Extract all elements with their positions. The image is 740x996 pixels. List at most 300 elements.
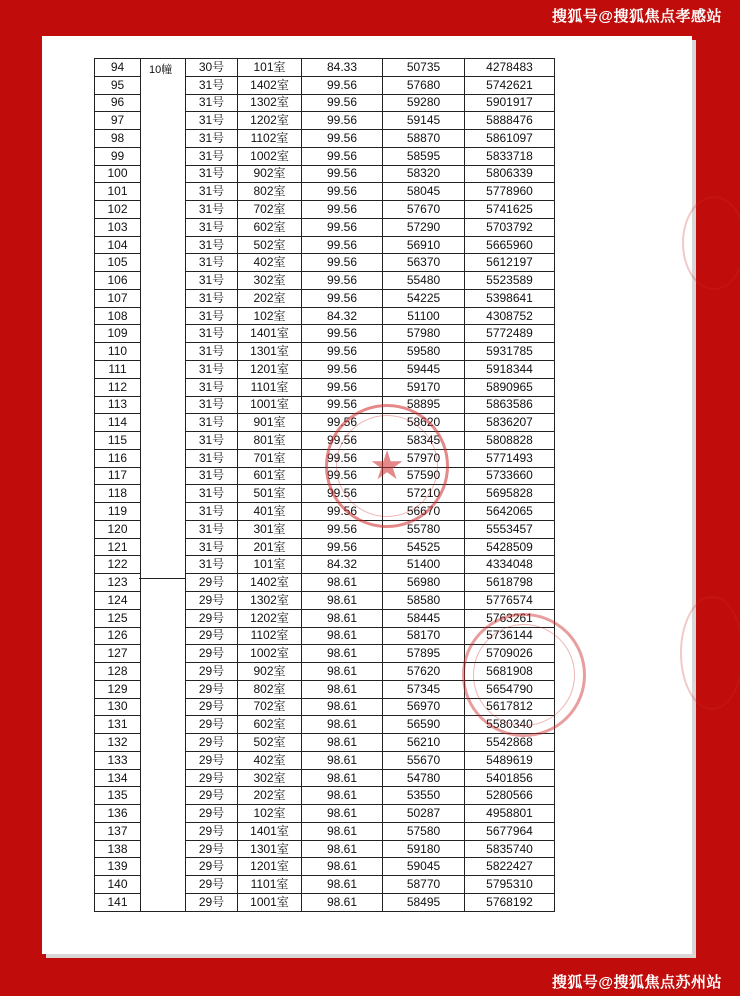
unit-number-cell: 31号 bbox=[186, 289, 238, 307]
total-price-cell: 5931785 bbox=[465, 343, 555, 361]
room-cell: 202室 bbox=[238, 289, 302, 307]
row-number-cell: 138 bbox=[95, 840, 141, 858]
room-cell: 1202室 bbox=[238, 609, 302, 627]
unit-price-cell: 50735 bbox=[383, 59, 465, 77]
unit-number-cell: 31号 bbox=[186, 76, 238, 94]
room-cell: 1301室 bbox=[238, 840, 302, 858]
room-cell: 402室 bbox=[238, 254, 302, 272]
room-cell: 101室 bbox=[238, 556, 302, 574]
room-cell: 1002室 bbox=[238, 645, 302, 663]
area-cell: 98.61 bbox=[302, 858, 383, 876]
room-cell: 1302室 bbox=[238, 94, 302, 112]
unit-number-cell: 31号 bbox=[186, 432, 238, 450]
total-price-cell: 5836207 bbox=[465, 414, 555, 432]
table-row bbox=[95, 130, 555, 148]
building-cell bbox=[141, 147, 186, 165]
total-price-cell: 5808828 bbox=[465, 432, 555, 450]
total-price-cell: 5795310 bbox=[465, 876, 555, 894]
unit-price-cell: 57345 bbox=[383, 680, 465, 698]
building-cell bbox=[141, 76, 186, 94]
row-number-cell: 105 bbox=[95, 254, 141, 272]
building-cell bbox=[141, 467, 186, 485]
table-row bbox=[95, 289, 555, 307]
area-cell: 84.32 bbox=[302, 556, 383, 574]
unit-price-cell: 59180 bbox=[383, 840, 465, 858]
table-row bbox=[95, 520, 555, 538]
row-number-cell: 100 bbox=[95, 165, 141, 183]
area-cell: 99.56 bbox=[302, 538, 383, 556]
total-price-cell: 5733660 bbox=[465, 467, 555, 485]
building-cell bbox=[141, 378, 186, 396]
room-cell: 1202室 bbox=[238, 112, 302, 130]
area-cell: 98.61 bbox=[302, 645, 383, 663]
row-number-cell: 122 bbox=[95, 556, 141, 574]
table-row bbox=[95, 272, 555, 290]
building-cell bbox=[141, 449, 186, 467]
unit-price-cell: 54525 bbox=[383, 538, 465, 556]
total-price-cell: 5654790 bbox=[465, 680, 555, 698]
building-cell bbox=[141, 574, 186, 592]
unit-price-cell: 58445 bbox=[383, 609, 465, 627]
room-cell: 502室 bbox=[238, 734, 302, 752]
row-number-cell: 121 bbox=[95, 538, 141, 556]
room-cell: 1201室 bbox=[238, 361, 302, 379]
unit-number-cell: 29号 bbox=[186, 840, 238, 858]
total-price-cell: 4308752 bbox=[465, 307, 555, 325]
row-number-cell: 102 bbox=[95, 201, 141, 219]
building-cell bbox=[141, 805, 186, 823]
table-row bbox=[95, 876, 555, 894]
unit-price-cell: 59280 bbox=[383, 94, 465, 112]
total-price-cell: 5709026 bbox=[465, 645, 555, 663]
building-cell bbox=[141, 183, 186, 201]
area-cell: 98.61 bbox=[302, 663, 383, 681]
unit-price-cell: 57680 bbox=[383, 76, 465, 94]
building-cell bbox=[141, 858, 186, 876]
table-row bbox=[95, 254, 555, 272]
area-cell: 98.61 bbox=[302, 805, 383, 823]
building-label: 10幢 bbox=[149, 64, 173, 76]
row-number-cell: 134 bbox=[95, 769, 141, 787]
table-row bbox=[95, 556, 555, 574]
unit-number-cell: 29号 bbox=[186, 822, 238, 840]
unit-price-cell: 59170 bbox=[383, 378, 465, 396]
total-price-cell: 5771493 bbox=[465, 449, 555, 467]
table-row bbox=[95, 698, 555, 716]
seal-star-icon: ★ bbox=[369, 444, 405, 488]
total-price-cell: 5553457 bbox=[465, 520, 555, 538]
total-price-cell: 5280566 bbox=[465, 787, 555, 805]
table-row bbox=[95, 751, 555, 769]
unit-price-cell: 51100 bbox=[383, 307, 465, 325]
unit-price-cell: 56670 bbox=[383, 503, 465, 521]
building-separator-line bbox=[139, 578, 186, 579]
unit-number-cell: 29号 bbox=[186, 698, 238, 716]
document-page bbox=[42, 36, 692, 954]
total-price-cell: 5401856 bbox=[465, 769, 555, 787]
unit-number-cell: 31号 bbox=[186, 449, 238, 467]
unit-price-cell: 58170 bbox=[383, 627, 465, 645]
unit-price-cell: 55480 bbox=[383, 272, 465, 290]
row-number-cell: 126 bbox=[95, 627, 141, 645]
row-number-cell: 111 bbox=[95, 361, 141, 379]
area-cell: 98.61 bbox=[302, 787, 383, 805]
building-cell bbox=[141, 627, 186, 645]
room-cell: 1301室 bbox=[238, 343, 302, 361]
unit-price-cell: 56980 bbox=[383, 574, 465, 592]
unit-price-cell: 58895 bbox=[383, 396, 465, 414]
table-row bbox=[95, 396, 555, 414]
unit-price-cell: 56370 bbox=[383, 254, 465, 272]
total-price-cell: 5806339 bbox=[465, 165, 555, 183]
area-cell: 98.61 bbox=[302, 698, 383, 716]
building-cell bbox=[141, 645, 186, 663]
unit-price-cell: 50287 bbox=[383, 805, 465, 823]
table-row bbox=[95, 591, 555, 609]
row-number-cell: 125 bbox=[95, 609, 141, 627]
building-cell bbox=[141, 414, 186, 432]
row-number-cell: 108 bbox=[95, 307, 141, 325]
room-cell: 302室 bbox=[238, 769, 302, 787]
unit-price-cell: 54225 bbox=[383, 289, 465, 307]
row-number-cell: 124 bbox=[95, 591, 141, 609]
unit-price-cell: 58045 bbox=[383, 183, 465, 201]
unit-price-cell: 57895 bbox=[383, 645, 465, 663]
table-row bbox=[95, 680, 555, 698]
room-cell: 1402室 bbox=[238, 76, 302, 94]
unit-price-cell: 57980 bbox=[383, 325, 465, 343]
row-number-cell: 99 bbox=[95, 147, 141, 165]
unit-number-cell: 31号 bbox=[186, 94, 238, 112]
area-cell: 99.56 bbox=[302, 520, 383, 538]
room-cell: 701室 bbox=[238, 449, 302, 467]
row-number-cell: 103 bbox=[95, 218, 141, 236]
total-price-cell: 5617812 bbox=[465, 698, 555, 716]
unit-price-cell: 57580 bbox=[383, 822, 465, 840]
building-cell bbox=[141, 556, 186, 574]
area-cell: 99.56 bbox=[302, 396, 383, 414]
area-cell: 98.61 bbox=[302, 627, 383, 645]
room-cell: 702室 bbox=[238, 698, 302, 716]
unit-number-cell: 31号 bbox=[186, 467, 238, 485]
table-row bbox=[95, 627, 555, 645]
room-cell: 202室 bbox=[238, 787, 302, 805]
building-cell bbox=[141, 289, 186, 307]
room-cell: 501室 bbox=[238, 485, 302, 503]
unit-price-cell: 57590 bbox=[383, 467, 465, 485]
row-number-cell: 128 bbox=[95, 663, 141, 681]
area-cell: 98.61 bbox=[302, 609, 383, 627]
table-row bbox=[95, 147, 555, 165]
building-cell bbox=[141, 716, 186, 734]
row-number-cell: 135 bbox=[95, 787, 141, 805]
unit-number-cell: 31号 bbox=[186, 538, 238, 556]
area-cell: 99.56 bbox=[302, 112, 383, 130]
unit-number-cell: 31号 bbox=[186, 218, 238, 236]
total-price-cell: 5428509 bbox=[465, 538, 555, 556]
total-price-cell: 5890965 bbox=[465, 378, 555, 396]
area-cell: 99.56 bbox=[302, 467, 383, 485]
table-row bbox=[95, 822, 555, 840]
room-cell: 702室 bbox=[238, 201, 302, 219]
unit-number-cell: 29号 bbox=[186, 680, 238, 698]
unit-number-cell: 29号 bbox=[186, 609, 238, 627]
table-row bbox=[95, 449, 555, 467]
area-cell: 98.61 bbox=[302, 822, 383, 840]
table-row bbox=[95, 645, 555, 663]
room-cell: 902室 bbox=[238, 165, 302, 183]
unit-number-cell: 31号 bbox=[186, 147, 238, 165]
row-number-cell: 117 bbox=[95, 467, 141, 485]
unit-number-cell: 29号 bbox=[186, 858, 238, 876]
unit-price-cell: 59145 bbox=[383, 112, 465, 130]
area-cell: 84.33 bbox=[302, 59, 383, 77]
total-price-cell: 5835740 bbox=[465, 840, 555, 858]
total-price-cell: 5677964 bbox=[465, 822, 555, 840]
row-number-cell: 137 bbox=[95, 822, 141, 840]
area-cell: 99.56 bbox=[302, 76, 383, 94]
area-cell: 99.56 bbox=[302, 130, 383, 148]
table-row bbox=[95, 201, 555, 219]
total-price-cell: 5822427 bbox=[465, 858, 555, 876]
unit-number-cell: 29号 bbox=[186, 663, 238, 681]
total-price-cell: 5778960 bbox=[465, 183, 555, 201]
unit-price-cell: 56910 bbox=[383, 236, 465, 254]
building-cell bbox=[141, 822, 186, 840]
unit-number-cell: 31号 bbox=[186, 343, 238, 361]
room-cell: 301室 bbox=[238, 520, 302, 538]
table-row bbox=[95, 307, 555, 325]
row-number-cell: 123 bbox=[95, 574, 141, 592]
total-price-cell: 5918344 bbox=[465, 361, 555, 379]
total-price-cell: 5489619 bbox=[465, 751, 555, 769]
row-number-cell: 140 bbox=[95, 876, 141, 894]
building-cell bbox=[141, 609, 186, 627]
building-cell bbox=[141, 218, 186, 236]
building-cell bbox=[141, 591, 186, 609]
total-price-cell: 5580340 bbox=[465, 716, 555, 734]
unit-number-cell: 29号 bbox=[186, 751, 238, 769]
total-price-cell: 4958801 bbox=[465, 805, 555, 823]
building-cell bbox=[141, 396, 186, 414]
unit-number-cell: 31号 bbox=[186, 556, 238, 574]
watermark-bottom: 搜狐号@搜狐焦点苏州站 bbox=[551, 974, 722, 991]
table-row bbox=[95, 805, 555, 823]
unit-number-cell: 30号 bbox=[186, 59, 238, 77]
building-cell bbox=[141, 680, 186, 698]
unit-number-cell: 31号 bbox=[186, 396, 238, 414]
building-cell bbox=[141, 307, 186, 325]
room-cell: 1001室 bbox=[238, 396, 302, 414]
table-row bbox=[95, 734, 555, 752]
table-row bbox=[95, 485, 555, 503]
unit-number-cell: 29号 bbox=[186, 769, 238, 787]
building-cell bbox=[141, 343, 186, 361]
table-row bbox=[95, 840, 555, 858]
table-row bbox=[95, 893, 555, 911]
unit-price-cell: 51400 bbox=[383, 556, 465, 574]
unit-price-cell: 57970 bbox=[383, 449, 465, 467]
area-cell: 99.56 bbox=[302, 414, 383, 432]
row-number-cell: 141 bbox=[95, 893, 141, 911]
area-cell: 84.32 bbox=[302, 307, 383, 325]
unit-price-cell: 53550 bbox=[383, 787, 465, 805]
area-cell: 99.56 bbox=[302, 183, 383, 201]
building-cell bbox=[141, 698, 186, 716]
total-price-cell: 5695828 bbox=[465, 485, 555, 503]
row-number-cell: 132 bbox=[95, 734, 141, 752]
area-cell: 99.56 bbox=[302, 254, 383, 272]
unit-number-cell: 29号 bbox=[186, 645, 238, 663]
room-cell: 101室 bbox=[238, 59, 302, 77]
total-price-cell: 5612197 bbox=[465, 254, 555, 272]
area-cell: 99.56 bbox=[302, 485, 383, 503]
unit-price-cell: 58495 bbox=[383, 893, 465, 911]
area-cell: 99.56 bbox=[302, 165, 383, 183]
room-cell: 901室 bbox=[238, 414, 302, 432]
unit-price-cell: 59580 bbox=[383, 343, 465, 361]
row-number-cell: 101 bbox=[95, 183, 141, 201]
total-price-cell: 5681908 bbox=[465, 663, 555, 681]
row-number-cell: 106 bbox=[95, 272, 141, 290]
unit-price-cell: 56970 bbox=[383, 698, 465, 716]
total-price-cell: 5542868 bbox=[465, 734, 555, 752]
unit-price-cell: 58870 bbox=[383, 130, 465, 148]
building-cell bbox=[141, 94, 186, 112]
area-cell: 98.61 bbox=[302, 876, 383, 894]
unit-number-cell: 29号 bbox=[186, 591, 238, 609]
total-price-cell: 5741625 bbox=[465, 201, 555, 219]
watermark-top: 搜狐号@搜狐焦点孝感站 bbox=[551, 8, 722, 25]
unit-number-cell: 31号 bbox=[186, 325, 238, 343]
unit-number-cell: 31号 bbox=[186, 183, 238, 201]
total-price-cell: 5776574 bbox=[465, 591, 555, 609]
table-row bbox=[95, 325, 555, 343]
room-cell: 1001室 bbox=[238, 893, 302, 911]
room-cell: 401室 bbox=[238, 503, 302, 521]
unit-number-cell: 31号 bbox=[186, 112, 238, 130]
building-cell bbox=[141, 236, 186, 254]
room-cell: 1102室 bbox=[238, 627, 302, 645]
unit-price-cell: 58595 bbox=[383, 147, 465, 165]
room-cell: 201室 bbox=[238, 538, 302, 556]
row-number-cell: 119 bbox=[95, 503, 141, 521]
row-number-cell: 98 bbox=[95, 130, 141, 148]
row-number-cell: 112 bbox=[95, 378, 141, 396]
row-number-cell: 118 bbox=[95, 485, 141, 503]
building-cell bbox=[141, 254, 186, 272]
room-cell: 902室 bbox=[238, 663, 302, 681]
unit-number-cell: 31号 bbox=[186, 201, 238, 219]
area-cell: 99.56 bbox=[302, 236, 383, 254]
total-price-cell: 5888476 bbox=[465, 112, 555, 130]
area-cell: 98.61 bbox=[302, 591, 383, 609]
unit-number-cell: 31号 bbox=[186, 414, 238, 432]
room-cell: 302室 bbox=[238, 272, 302, 290]
room-cell: 1102室 bbox=[238, 130, 302, 148]
building-cell bbox=[141, 485, 186, 503]
building-cell bbox=[141, 112, 186, 130]
unit-price-cell: 58620 bbox=[383, 414, 465, 432]
total-price-cell: 4334048 bbox=[465, 556, 555, 574]
partial-seal-edge bbox=[682, 196, 740, 290]
room-cell: 602室 bbox=[238, 218, 302, 236]
table-row bbox=[95, 414, 555, 432]
building-cell bbox=[141, 663, 186, 681]
unit-price-cell: 55670 bbox=[383, 751, 465, 769]
unit-number-cell: 31号 bbox=[186, 236, 238, 254]
row-number-cell: 136 bbox=[95, 805, 141, 823]
total-price-cell: 5863586 bbox=[465, 396, 555, 414]
unit-price-cell: 59045 bbox=[383, 858, 465, 876]
unit-number-cell: 29号 bbox=[186, 627, 238, 645]
unit-price-cell: 54780 bbox=[383, 769, 465, 787]
row-number-cell: 120 bbox=[95, 520, 141, 538]
area-cell: 98.61 bbox=[302, 840, 383, 858]
table-row bbox=[95, 59, 555, 77]
total-price-cell: 5772489 bbox=[465, 325, 555, 343]
area-cell: 99.56 bbox=[302, 378, 383, 396]
building-cell bbox=[141, 769, 186, 787]
building-cell bbox=[141, 893, 186, 911]
unit-price-cell: 56590 bbox=[383, 716, 465, 734]
row-number-cell: 115 bbox=[95, 432, 141, 450]
building-cell bbox=[141, 165, 186, 183]
unit-number-cell: 29号 bbox=[186, 574, 238, 592]
row-number-cell: 94 bbox=[95, 59, 141, 77]
building-cell bbox=[141, 538, 186, 556]
building-cell bbox=[141, 361, 186, 379]
table-row bbox=[95, 378, 555, 396]
unit-number-cell: 29号 bbox=[186, 876, 238, 894]
table-row bbox=[95, 218, 555, 236]
table-row bbox=[95, 183, 555, 201]
table-row bbox=[95, 112, 555, 130]
table-row bbox=[95, 609, 555, 627]
building-cell bbox=[141, 432, 186, 450]
total-price-cell: 5861097 bbox=[465, 130, 555, 148]
building-cell bbox=[141, 130, 186, 148]
building-cell bbox=[141, 787, 186, 805]
building-cell bbox=[141, 272, 186, 290]
table-row bbox=[95, 94, 555, 112]
room-cell: 801室 bbox=[238, 432, 302, 450]
row-number-cell: 127 bbox=[95, 645, 141, 663]
room-cell: 601室 bbox=[238, 467, 302, 485]
table-row bbox=[95, 236, 555, 254]
area-cell: 98.61 bbox=[302, 751, 383, 769]
building-cell bbox=[141, 325, 186, 343]
room-cell: 1401室 bbox=[238, 325, 302, 343]
unit-price-cell: 57210 bbox=[383, 485, 465, 503]
total-price-cell: 5736144 bbox=[465, 627, 555, 645]
row-number-cell: 109 bbox=[95, 325, 141, 343]
row-number-cell: 133 bbox=[95, 751, 141, 769]
unit-number-cell: 31号 bbox=[186, 503, 238, 521]
unit-price-cell: 57290 bbox=[383, 218, 465, 236]
total-price-cell: 5398641 bbox=[465, 289, 555, 307]
table-row bbox=[95, 787, 555, 805]
unit-price-cell: 59445 bbox=[383, 361, 465, 379]
building-cell bbox=[141, 520, 186, 538]
partial-seal-edge-lower bbox=[680, 596, 740, 710]
row-number-cell: 95 bbox=[95, 76, 141, 94]
row-number-cell: 110 bbox=[95, 343, 141, 361]
area-cell: 99.56 bbox=[302, 343, 383, 361]
area-cell: 99.56 bbox=[302, 218, 383, 236]
room-cell: 1401室 bbox=[238, 822, 302, 840]
unit-number-cell: 31号 bbox=[186, 378, 238, 396]
